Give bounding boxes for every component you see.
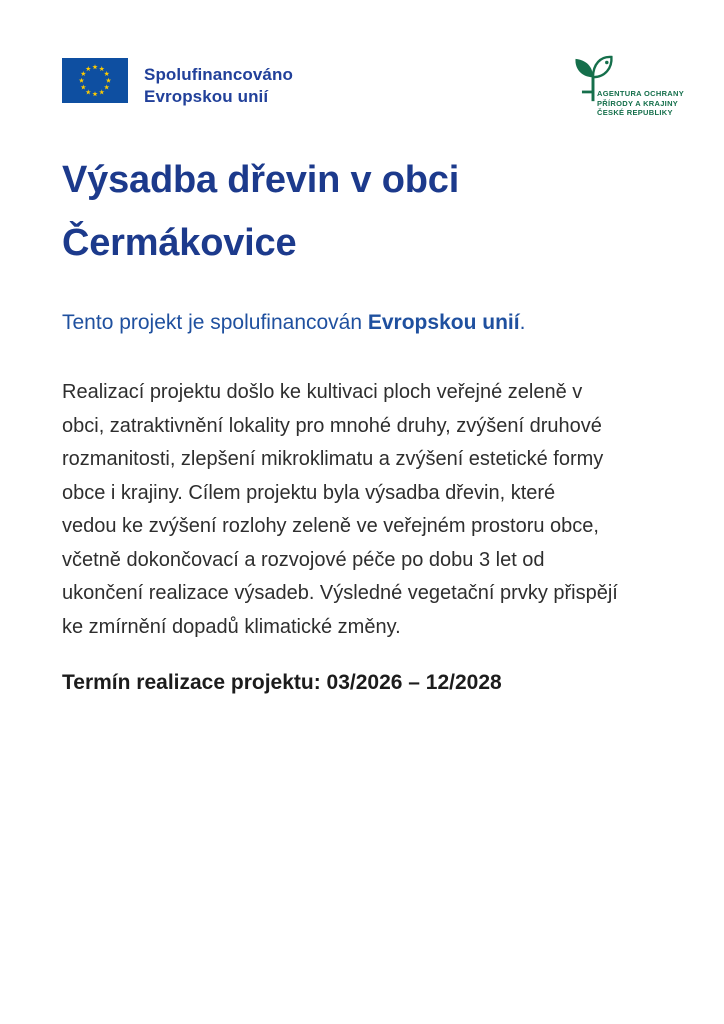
subtitle [62,309,690,336]
project-schedule: Termín realizace projektu: 03/2026 – 12/2028 [62,671,502,694]
body-line: ke zmírnění dopadů klimatické změny. [62,615,401,638]
page-title [62,149,690,275]
agency-name [597,89,684,118]
body-paragraph [62,376,690,644]
body-line: obci, zatraktivnění lokality pro mnohé druhy, zvýšení druhové [62,414,602,437]
agency-name-line2: PŘÍRODY A KRAJINY [597,98,679,108]
subtitle-suffix: . [519,311,526,334]
agency-name-line1: AGENTURA OCHRANY [597,89,685,98]
body-line: včetně dokončovací a rozvojové péče po dobu 3 let od [62,548,545,571]
page-title-line2: Čermákovice [62,222,297,264]
eu-flag-icon [62,58,128,103]
body-line: Realizací projektu došlo ke kultivaci ploch veřejné zeleně v [62,381,583,403]
eu-cofunded-line2: Evropskou unií [144,87,269,106]
subtitle-prefix: Tento projekt je spolufinancován [62,311,368,334]
agency-name-line3: ČESKÉ REPUBLIKY [597,108,673,117]
eu-cofunded-lockup [62,57,293,108]
eu-cofunded-text [144,64,293,108]
agency-lockup [568,57,690,121]
body-line: obce i krajiny. Cílem projektu byla výsadba dřevin, které [62,481,556,504]
header [62,57,690,121]
body-line: rozmanitosti, zlepšení mikroklimatu a zvýšení estetické formy [62,448,604,470]
subtitle-bold: Evropskou unií [367,311,520,334]
body-line: vedou ke zvýšení rozlohy zeleně ve veřejném prostoru obce, [62,515,599,537]
body-line: ukončení realizace výsadeb. Výsledné vegetační prvky přispějí [62,582,618,604]
eu-cofunded-line1: Spolufinancováno [144,65,293,84]
page-title-line1: Výsadba dřevin v obci [62,159,460,201]
